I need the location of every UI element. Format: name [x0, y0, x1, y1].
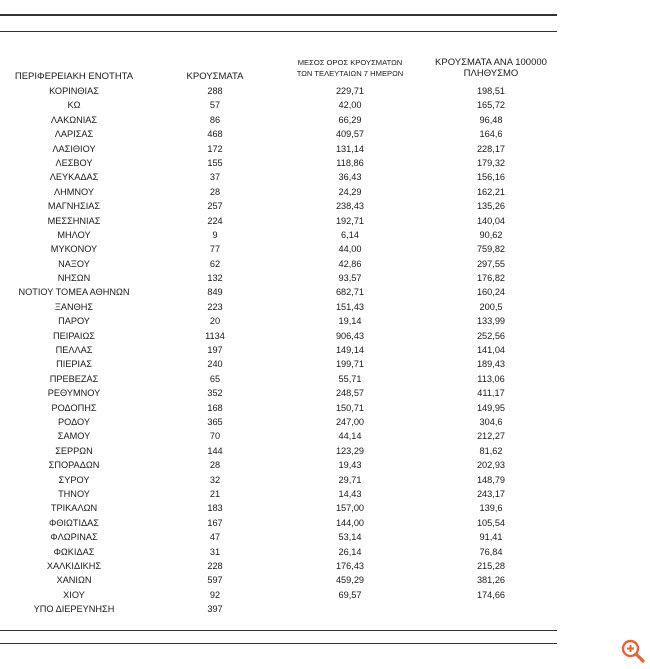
- avg-cell: 42,00: [338, 100, 362, 111]
- region-cell: ΜΗΛΟΥ: [57, 229, 91, 240]
- per100k-cell: 156,16: [476, 172, 506, 183]
- table-row: [0, 300, 560, 314]
- per100k-cell: 91,41: [479, 532, 503, 543]
- cases-cell: 155: [207, 157, 223, 168]
- per100k-cell: 162,21: [476, 186, 506, 197]
- header-cases-per-100k: [420, 57, 562, 79]
- cases-cell: 62: [209, 258, 221, 269]
- region-cell: ΡΟΔΟΠΗΣ: [51, 402, 97, 413]
- per100k-cell: 76,84: [479, 546, 503, 557]
- cases-cell: 20: [209, 316, 221, 327]
- region-cell: ΣΠΟΡΑΔΩΝ: [48, 460, 100, 471]
- per100k-cell: 176,82: [476, 273, 506, 284]
- table-row: [0, 372, 560, 386]
- per100k-cell: 96,48: [479, 114, 503, 125]
- avg-cell: 150,71: [335, 402, 365, 413]
- table-row: [0, 343, 560, 357]
- cases-cell: 167: [207, 517, 223, 528]
- avg-cell: 409,57: [335, 129, 365, 140]
- per100k-cell: 160,24: [476, 287, 506, 298]
- region-cell: ΜΥΚΟΝΟΥ: [50, 244, 98, 255]
- bottom-rule-second: [0, 643, 557, 644]
- per100k-cell: 189,43: [476, 359, 506, 370]
- region-cell: ΦΛΩΡΙΝΑΣ: [50, 532, 98, 543]
- cases-cell: 31: [209, 546, 221, 557]
- region-cell: ΣΕΡΡΩΝ: [55, 445, 93, 456]
- header-per100k-line1: ΚΡΟΥΣΜΑΤΑ ΑΝΑ 100000: [435, 57, 547, 68]
- header-cases: ΚΡΟΥΣΜΑΤΑ: [186, 71, 244, 82]
- cases-cell: 32: [209, 474, 221, 485]
- table-row: [0, 170, 560, 184]
- header-avg-line2: ΤΩΝ ΤΕΛΕΥΤΑΙΩΝ 7 ΗΜΕΡΩΝ: [296, 69, 404, 78]
- region-cell: ΡΟΔΟΥ: [57, 416, 90, 427]
- cases-cell: 65: [209, 373, 221, 384]
- cases-cell: 240: [207, 359, 223, 370]
- region-cell: ΧΑΝΙΩΝ: [56, 575, 92, 586]
- region-cell: ΠΙΕΡΙΑΣ: [56, 359, 92, 370]
- region-cell: ΦΘΙΩΤΙΔΑΣ: [48, 517, 99, 528]
- region-cell: ΛΕΥΚΑΔΑΣ: [49, 172, 99, 183]
- cases-cell: 92: [209, 589, 221, 600]
- table-row: [0, 516, 560, 530]
- cases-cell: 228: [207, 560, 223, 571]
- region-cell: ΛΗΜΝΟΥ: [53, 186, 95, 197]
- table-row: [0, 458, 560, 472]
- cases-cell: 70: [209, 431, 221, 442]
- zoom-in-icon-graphic: [620, 638, 646, 664]
- per100k-cell: 202,93: [476, 460, 506, 471]
- per100k-cell: 215,28: [476, 560, 506, 571]
- cases-cell: 132: [207, 273, 223, 284]
- per100k-cell: 198,51: [476, 86, 506, 96]
- avg-cell: 118,86: [336, 157, 364, 168]
- cases-cell: 597: [207, 575, 223, 586]
- cases-cell: 172: [207, 143, 223, 154]
- header-seven-day-average: [276, 57, 424, 79]
- table-row: [0, 156, 560, 170]
- cases-cell: 1134: [205, 330, 225, 341]
- avg-cell: 459,29: [335, 575, 365, 586]
- avg-cell: 26,14: [338, 546, 362, 557]
- region-cell: ΣΥΡΟΥ: [58, 474, 90, 485]
- table-row: [0, 545, 560, 559]
- cases-cell: 183: [207, 503, 223, 514]
- per100k-cell: 139,6: [479, 503, 503, 514]
- region-cell: ΞΑΝΘΗΣ: [54, 301, 94, 312]
- table-row: [0, 84, 560, 98]
- zoom-in-icon[interactable]: [620, 638, 646, 664]
- table-row: [0, 530, 560, 544]
- table-row: [0, 142, 560, 156]
- region-cell: ΤΡΙΚΑΛΩΝ: [50, 503, 98, 514]
- region-cell: ΣΑΜΟΥ: [57, 431, 91, 442]
- cases-cell: 37: [209, 172, 221, 183]
- region-cell: ΝΟΤΙΟΥ ΤΟΜΕΑ ΑΘΗΝΩΝ: [18, 287, 130, 298]
- avg-cell: 248,57: [335, 388, 365, 399]
- table-row: [0, 98, 560, 112]
- table-row: [0, 602, 560, 616]
- region-cell: ΡΕΘΥΜΝΟΥ: [47, 388, 101, 399]
- avg-cell: 53,14: [338, 532, 362, 543]
- avg-cell: 199,71: [335, 359, 365, 370]
- table-row: [0, 386, 560, 400]
- avg-cell: 42,86: [338, 258, 362, 269]
- per100k-cell: 200,5: [479, 301, 503, 312]
- table-row: [0, 214, 560, 228]
- table-row: [0, 487, 560, 501]
- avg-cell: 176,43: [335, 560, 365, 571]
- per100k-cell: 149,95: [476, 402, 506, 413]
- cases-cell: 397: [207, 604, 223, 615]
- avg-cell: 69,57: [338, 589, 362, 600]
- per100k-cell: 164,6: [479, 129, 503, 140]
- per100k-cell: 90,62: [479, 229, 503, 240]
- avg-cell: 238,43: [335, 201, 365, 212]
- avg-cell: 19,43: [338, 460, 362, 471]
- cases-cell: 86: [209, 114, 221, 125]
- header-per100k-line2: ΠΛΗΘΥΣΜΟ: [463, 68, 519, 79]
- avg-cell: 157,00: [335, 503, 365, 514]
- per100k-cell: 113,06: [477, 373, 505, 384]
- avg-cell: 682,71: [335, 287, 365, 298]
- per100k-cell: 228,17: [476, 143, 506, 154]
- table-row: [0, 559, 560, 573]
- region-cell: ΝΗΣΩΝ: [57, 273, 91, 284]
- cases-cell: 197: [207, 345, 223, 356]
- region-cell: ΧΙΟΥ: [63, 589, 85, 600]
- avg-cell: 24,29: [338, 186, 362, 197]
- avg-cell: 131,14: [335, 143, 365, 154]
- avg-cell: 229,71: [335, 86, 365, 96]
- per100k-cell: 165,72: [476, 100, 506, 111]
- cases-cell: 144: [207, 445, 223, 456]
- region-cell: ΛΕΣΒΟΥ: [55, 157, 93, 168]
- cases-cell: 9: [212, 229, 218, 240]
- cases-cell: 47: [209, 532, 221, 543]
- region-cell: ΝΑΞΟΥ: [58, 258, 90, 269]
- region-cell: ΚΟΡΙΝΘΙΑΣ: [49, 86, 99, 96]
- cases-cell: 57: [209, 100, 221, 111]
- table-row: [0, 314, 560, 328]
- avg-cell: 29,71: [338, 474, 362, 485]
- table-row: [0, 357, 560, 371]
- bottom-rule: [0, 630, 557, 631]
- per100k-cell: 297,55: [476, 258, 506, 269]
- cases-cell: 468: [207, 129, 223, 140]
- avg-cell: 247,00: [335, 416, 365, 427]
- per100k-cell: 148,79: [476, 474, 506, 485]
- cases-cell: 352: [207, 388, 223, 399]
- region-cell: ΧΑΛΚΙΔΙΚΗΣ: [46, 560, 102, 571]
- per100k-cell: 411,17: [477, 388, 505, 399]
- table-row: [0, 285, 560, 299]
- table-row: [0, 199, 560, 213]
- cases-cell: 223: [207, 301, 223, 312]
- top-rule: [0, 14, 557, 16]
- avg-cell: 44,14: [338, 431, 362, 442]
- region-cell: ΠΕΙΡΑΙΩΣ: [53, 330, 95, 341]
- per100k-cell: 252,56: [476, 330, 506, 341]
- table-row: [0, 444, 560, 458]
- per100k-cell: 133,99: [476, 316, 506, 327]
- region-cell: ΠΡΕΒΕΖΑΣ: [49, 373, 99, 384]
- avg-cell: 144,00: [335, 517, 365, 528]
- avg-cell: 44,00: [338, 244, 362, 255]
- avg-cell: 123,29: [335, 445, 365, 456]
- cases-cell: 224: [207, 215, 223, 226]
- cases-cell: 28: [209, 460, 221, 471]
- avg-cell: 19,14: [338, 316, 362, 327]
- avg-cell: 14,43: [338, 488, 362, 499]
- per100k-cell: 105,54: [476, 517, 506, 528]
- region-cell: ΠΑΡΟΥ: [58, 316, 90, 327]
- table-row: [0, 127, 560, 141]
- avg-cell: 192,71: [335, 215, 365, 226]
- avg-cell: 93,57: [338, 273, 362, 284]
- region-cell: ΥΠΟ ΔΙΕΡΕΥΝΗΣΗ: [33, 604, 115, 615]
- per100k-cell: 140,04: [476, 215, 506, 226]
- avg-cell: 906,43: [335, 330, 365, 341]
- cases-cell: 168: [207, 402, 223, 413]
- table-row: [0, 113, 560, 127]
- cases-cell: 849: [207, 287, 223, 298]
- header-rule: [0, 31, 557, 32]
- table-row: [0, 228, 560, 242]
- per100k-cell: 174,66: [476, 589, 506, 600]
- region-cell: ΛΑΡΙΣΑΣ: [54, 129, 94, 140]
- table-row: [0, 573, 560, 587]
- table-row: [0, 401, 560, 415]
- avg-cell: 36,43: [338, 172, 362, 183]
- per100k-cell: 179,32: [476, 157, 506, 168]
- cases-cell: 21: [209, 488, 221, 499]
- cases-cell: 257: [207, 201, 223, 212]
- region-cell: ΤΗΝΟΥ: [58, 488, 90, 499]
- table-row: [0, 185, 560, 199]
- per100k-cell: 759,82: [476, 244, 506, 255]
- table-row: [0, 271, 560, 285]
- avg-cell: 55,71: [338, 373, 362, 384]
- header-region: ΠΕΡΙΦΕΡΕΙΑΚΗ ΕΝΟΤΗΤΑ: [14, 71, 134, 82]
- avg-cell: 6,14: [341, 229, 359, 240]
- region-cell: ΦΩΚΙΔΑΣ: [53, 546, 95, 557]
- cases-cell: 365: [207, 416, 223, 427]
- per100k-cell: 141,04: [476, 345, 506, 356]
- region-cell: ΜΑΓΝΗΣΙΑΣ: [47, 201, 101, 212]
- table-row: [0, 415, 560, 429]
- per100k-cell: 212,27: [476, 431, 506, 442]
- table-row: [0, 257, 560, 271]
- avg-cell: 66,29: [338, 114, 362, 125]
- table-row: [0, 329, 560, 343]
- per100k-cell: 81,62: [479, 445, 503, 456]
- table-row: [0, 429, 560, 443]
- avg-cell: 149,14: [335, 345, 365, 356]
- per100k-cell: 135,26: [476, 201, 506, 212]
- per100k-cell: 304,6: [479, 416, 503, 427]
- region-cell: ΠΕΛΛΑΣ: [55, 345, 93, 356]
- cases-cell: 288: [207, 86, 223, 96]
- header-avg-line1: ΜΕΣΟΣ ΟΡΟΣ ΚΡΟΥΣΜΑΤΩΝ: [297, 58, 403, 67]
- table-row: [0, 588, 560, 602]
- avg-cell: 151,43: [335, 301, 365, 312]
- region-cell: ΜΕΣΣΗΝΙΑΣ: [47, 215, 101, 226]
- region-cell: ΛΑΣΙΘΙΟΥ: [52, 143, 96, 154]
- table-row: [0, 242, 560, 256]
- cases-cell: 77: [209, 244, 221, 255]
- table-row: [0, 501, 560, 515]
- region-cell: ΛΑΚΩΝΙΑΣ: [50, 114, 98, 125]
- cases-cell: 28: [209, 186, 221, 197]
- per100k-cell: 243,17: [476, 488, 506, 499]
- per100k-cell: 381,26: [476, 575, 506, 586]
- table-row: [0, 473, 560, 487]
- table-body: [0, 84, 560, 616]
- region-cell: ΚΩ: [67, 100, 81, 111]
